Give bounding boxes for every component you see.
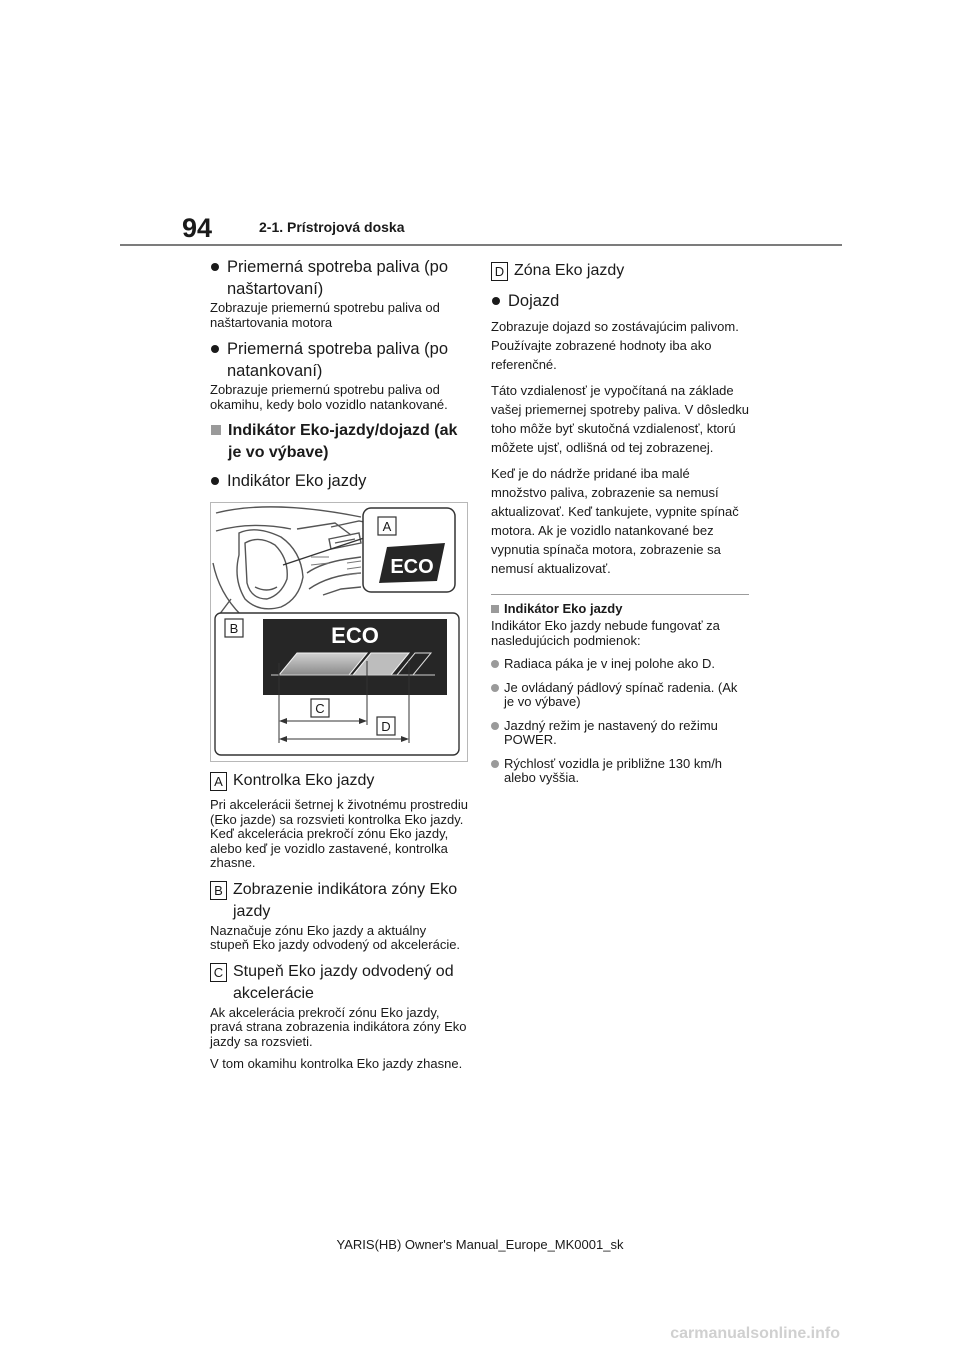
range-paragraph-1: Zobrazuje dojazd so zostávajúcim palivom. Používajte zobrazené hodnoty iba ako referenčné.: [491, 319, 739, 372]
item-c-desc-1: Ak akcelerácia prekročí zónu Eko jazdy, pravá strana zobrazenia indikátora zóny Eko jazdy sa rozsvieti.: [210, 1004, 467, 1049]
item-a: [210, 770, 468, 792]
label-box-b: B: [210, 881, 227, 900]
header-rule: [120, 244, 842, 246]
note-condition-3: Jazdný režim je nastavený do režimu POWER.: [491, 719, 749, 748]
eco-indicator-figure: [210, 502, 468, 762]
note-intro: Indikátor Eko jazdy nebude fungovať za nasledujúcich podmienok:: [491, 618, 720, 648]
item-a-desc: Pri akcelerácii šetrnej k životnému prostrediu (Eko jazde) sa rozsvieti kontrolka Eko jazdy. Keď akcelerácia prekročí zónu Eko jazdy, alebo keď je vozidlo zastavené, kontrolka zhasne.: [210, 797, 468, 870]
avg-fuel-after-refuel-desc: Zobrazuje priemernú spotrebu paliva od okamihu, kedy bolo vozidlo natankované.: [210, 382, 448, 412]
label-box-c: C: [210, 963, 227, 982]
figure-eco-lamp-text: ECO: [390, 556, 434, 578]
avg-fuel-after-start-title: Priemerná spotreba paliva (po naštartovaní): [210, 256, 468, 300]
right-column: [491, 254, 749, 795]
item-d-title: Zóna Eko jazdy: [514, 262, 625, 279]
note-condition-4: Rýchlosť vozidla je približne 130 km/h alebo vyššia.: [491, 757, 749, 786]
range-paragraph-2: Táto vzdialenosť je vypočítaná na základe vašej priemernej spotreby paliva. V dôsledku toho môže byť skutočná vzdialenosť, ktorú môžete ujsť, odlišná od tej zobrazenej.: [491, 383, 749, 455]
figure-label-c: C: [315, 701, 325, 716]
label-box-a: A: [210, 772, 227, 791]
range-paragraph-3: Keď je do nádrže pridané iba malé množstvo paliva, zobrazenie sa nemusí aktualizovať. Keď tankujete, vypnite spínač motora. Ak je vozidlo natankované bez vypnutia spínača motora, zobrazenie sa nemusí aktualizovať.: [491, 466, 739, 576]
item-b-title: Zobrazenie indikátora zóny Eko jazdy: [233, 880, 458, 920]
eco-range-heading: Indikátor Eko-jazdy/dojazd (ak je vo výbave): [210, 420, 468, 464]
note-heading: Indikátor Eko jazdy: [491, 601, 749, 617]
page-number: 94: [182, 213, 213, 243]
label-box-d: D: [491, 262, 508, 281]
dashboard-illustration: [211, 503, 467, 761]
item-b-desc: Naznačuje zónu Eko jazdy a aktuálny stupeň Eko jazdy odvodený od akcelerácie.: [210, 922, 461, 952]
item-b: [210, 879, 468, 923]
figure-label-d: D: [381, 719, 391, 734]
figure-label-b: B: [229, 621, 239, 636]
avg-fuel-after-start-desc: Zobrazuje priemernú spotrebu paliva od naštartovania motora: [210, 300, 440, 330]
item-c-title: Stupeň Eko jazdy odvodený od akcelerácie: [233, 962, 454, 1002]
watermark: carmanualsonline.info: [670, 1325, 840, 1342]
footer-manual-id: YARIS(HB) Owner's Manual_Europe_MK0001_sk: [336, 1237, 624, 1252]
avg-fuel-after-refuel-title: Priemerná spotreba paliva (po natankovaní): [210, 338, 468, 382]
left-column: [210, 254, 468, 1080]
item-c-desc-2: V tom okamihu kontrolka Eko jazdy zhasne.: [210, 1056, 463, 1071]
item-d: [491, 260, 749, 282]
figure-label-a: A: [382, 519, 392, 534]
note-condition-1: Radiaca páka je v inej polohe ako D.: [491, 657, 749, 672]
section-title: 2-1. Prístrojová doska: [259, 219, 405, 235]
item-c: [210, 961, 468, 1005]
note-condition-2: Je ovládaný pádlový spínač radenia. (Ak je vo výbave): [491, 681, 749, 710]
note-divider: [491, 594, 749, 595]
figure-eco-display-text: ECO: [331, 623, 379, 648]
eco-indicator-title: Indikátor Eko jazdy: [210, 470, 468, 492]
range-title: Dojazd: [491, 290, 749, 312]
item-a-title: Kontrolka Eko jazdy: [233, 772, 375, 789]
